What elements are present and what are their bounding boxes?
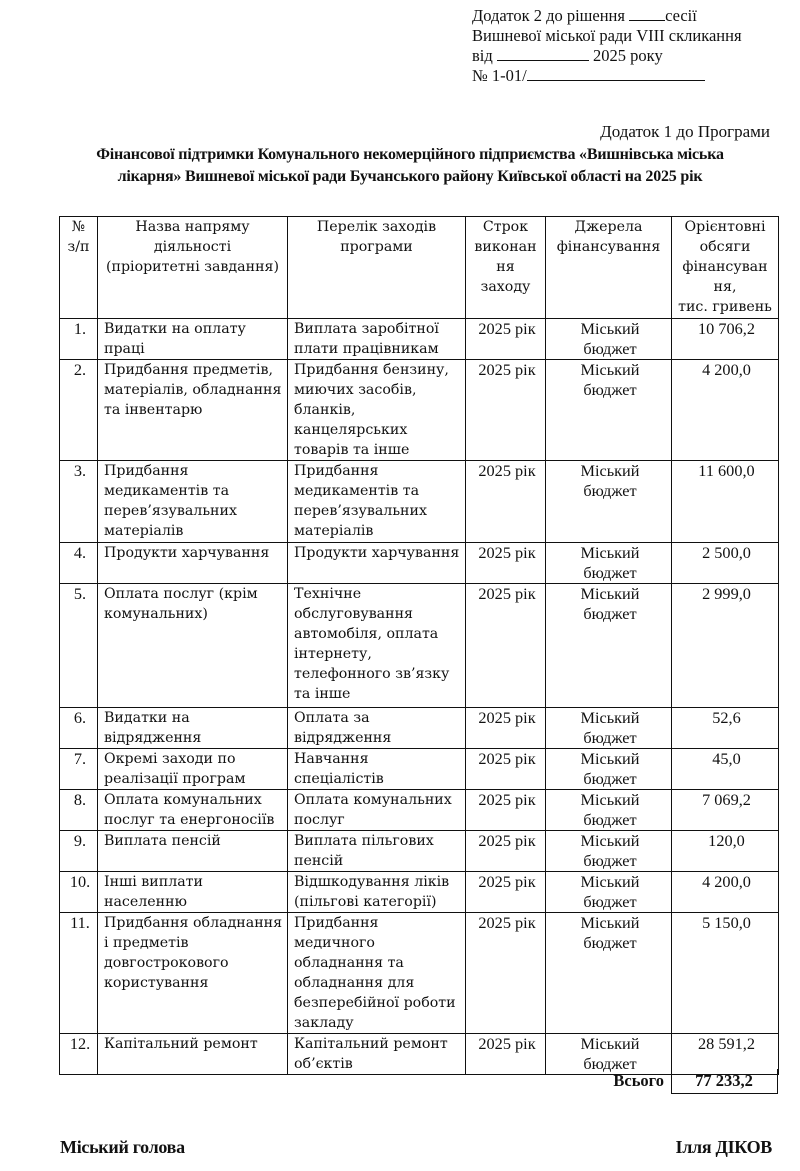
amount: 5 150,0: [672, 913, 779, 1034]
measure-list: Оплата за відрядження: [288, 708, 466, 749]
direction-name: Видатки на оплату праці: [98, 319, 288, 360]
amount: 52,6: [672, 708, 779, 749]
date-blank: [497, 46, 589, 61]
measure-list: Придбання медичного обладнання та обладнання для безперебійної роботи закладу: [288, 913, 466, 1034]
row-number: 4.: [60, 543, 98, 584]
table-row: [60, 831, 779, 872]
document-title: [40, 144, 780, 188]
funding-source: Міський бюджет: [546, 749, 672, 790]
table-row: [60, 790, 779, 831]
amount: 120,0: [672, 831, 779, 872]
table-header-row: [60, 217, 779, 319]
row-number: 11.: [60, 913, 98, 1034]
funding-source: Міський бюджет: [546, 360, 672, 461]
funding-source: Міський бюджет: [546, 708, 672, 749]
row-number: 7.: [60, 749, 98, 790]
funding-source: Міський бюджет: [546, 913, 672, 1034]
total-label: Всього: [613, 1071, 664, 1090]
measure-list: Відшкодування ліків (пільгові категорії): [288, 872, 466, 913]
direction-name: Виплата пенсій: [98, 831, 288, 872]
direction-name: Оплата комунальних послуг та енергоносіїв: [98, 790, 288, 831]
amount: 2 500,0: [672, 543, 779, 584]
term: 2025 рік: [466, 360, 546, 461]
funding-source: Міський бюджет: [546, 319, 672, 360]
term: 2025 рік: [466, 584, 546, 708]
term: 2025 рік: [466, 543, 546, 584]
table-row: [60, 749, 779, 790]
decision-line-4: № 1-01/: [472, 66, 792, 86]
measure-list: Придбання медикаментів та перев’язувальних матеріалів: [288, 461, 466, 543]
row-number: 8.: [60, 790, 98, 831]
annex-reference: Додаток 1 до Програми: [600, 122, 770, 141]
amount: 4 200,0: [672, 872, 779, 913]
funding-source: Міський бюджет: [546, 1034, 672, 1075]
direction-name: Інші виплати населенню: [98, 872, 288, 913]
measure-list: Технічне обслуговування автомобіля, оплата інтернету, телефонного зв’язку та інше: [288, 584, 466, 708]
direction-name: Видатки на відрядження: [98, 708, 288, 749]
funding-source: Міський бюджет: [546, 543, 672, 584]
amount: 4 200,0: [672, 360, 779, 461]
measure-list: Придбання бензину, миючих засобів, бланків, канцелярських товарів та інше: [288, 360, 466, 461]
term: 2025 рік: [466, 872, 546, 913]
direction-name: Окремі заходи по реалізації програм: [98, 749, 288, 790]
col-header-number: № з/п: [60, 217, 98, 319]
table-row: [60, 708, 779, 749]
row-number: 12.: [60, 1034, 98, 1075]
measure-list: Виплата пільгових пенсій: [288, 831, 466, 872]
amount: 11 600,0: [672, 461, 779, 543]
term: 2025 рік: [466, 1034, 546, 1075]
table-row: [60, 913, 779, 1034]
funding-source: Міський бюджет: [546, 831, 672, 872]
row-number: 5.: [60, 584, 98, 708]
decision-line-2: Вишневої міської ради VIII скликання: [472, 26, 742, 45]
term: 2025 рік: [466, 831, 546, 872]
term: 2025 рік: [466, 319, 546, 360]
financing-table: [59, 216, 779, 1075]
amount: 28 591,2: [672, 1034, 779, 1075]
direction-name: Капітальний ремонт: [98, 1034, 288, 1075]
table-row: [60, 872, 779, 913]
table-row: [60, 319, 779, 360]
amount: 7 069,2: [672, 790, 779, 831]
decision-line-1: Додаток 2 до рішення сесії: [472, 6, 697, 25]
direction-name: Придбання предметів, матеріалів, обладнання та інвентарю: [98, 360, 288, 461]
term: 2025 рік: [466, 708, 546, 749]
number-blank: [527, 66, 705, 81]
term: 2025 рік: [466, 790, 546, 831]
col-header-term: Строк виконан ня заходу: [466, 217, 546, 319]
table-row: [60, 584, 779, 708]
row-number: 6.: [60, 708, 98, 749]
direction-name: Оплата послуг (крім комунальних): [98, 584, 288, 708]
decision-reference-block: [472, 6, 792, 86]
signatory-name: Ілля ДІКОВ: [675, 1137, 772, 1157]
funding-source: Міський бюджет: [546, 461, 672, 543]
row-number: 3.: [60, 461, 98, 543]
amount: 45,0: [672, 749, 779, 790]
direction-name: Продукти харчування: [98, 543, 288, 584]
table-row: [60, 461, 779, 543]
col-header-source: Джерела фінансування: [546, 217, 672, 319]
direction-name: Придбання обладнання і предметів довгострокового користування: [98, 913, 288, 1034]
table-row: [60, 543, 779, 584]
total-value: 77 233,2: [671, 1069, 778, 1094]
direction-name: Придбання медикаментів та перев’язувальних матеріалів: [98, 461, 288, 543]
measure-list: Виплата заробітної плати працівникам: [288, 319, 466, 360]
funding-source: Міський бюджет: [546, 790, 672, 831]
amount: 2 999,0: [672, 584, 779, 708]
row-number: 2.: [60, 360, 98, 461]
funding-source: Міський бюджет: [546, 584, 672, 708]
row-number: 10.: [60, 872, 98, 913]
col-header-direction: Назва напряму діяльності (пріоритетні завдання): [98, 217, 288, 319]
term: 2025 рік: [466, 913, 546, 1034]
col-header-measures: Перелік заходів програми: [288, 217, 466, 319]
row-number: 9.: [60, 831, 98, 872]
table-row: [60, 360, 779, 461]
decision-line-3: від 2025 року: [472, 46, 663, 65]
term: 2025 рік: [466, 461, 546, 543]
measure-list: Продукти харчування: [288, 543, 466, 584]
row-number: 1.: [60, 319, 98, 360]
signatory-position: Міський голова: [60, 1137, 185, 1157]
measure-list: Оплата комунальних послуг: [288, 790, 466, 831]
session-blank: [629, 6, 665, 21]
amount: 10 706,2: [672, 319, 779, 360]
measure-list: Навчання спеціалістів: [288, 749, 466, 790]
title-line-2: лікарня» Вишневої міської ради Бучанського району Київської області на 2025 рік: [117, 168, 703, 185]
term: 2025 рік: [466, 749, 546, 790]
col-header-amount: Орієнтовні обсяги фінансуван ня, тис. гривень: [672, 217, 779, 319]
measure-list: Капітальний ремонт об’єктів: [288, 1034, 466, 1075]
title-line-1: Фінансової підтримки Комунального некомерційного підприємства «Вишнівська міська: [96, 146, 724, 163]
funding-source: Міський бюджет: [546, 872, 672, 913]
